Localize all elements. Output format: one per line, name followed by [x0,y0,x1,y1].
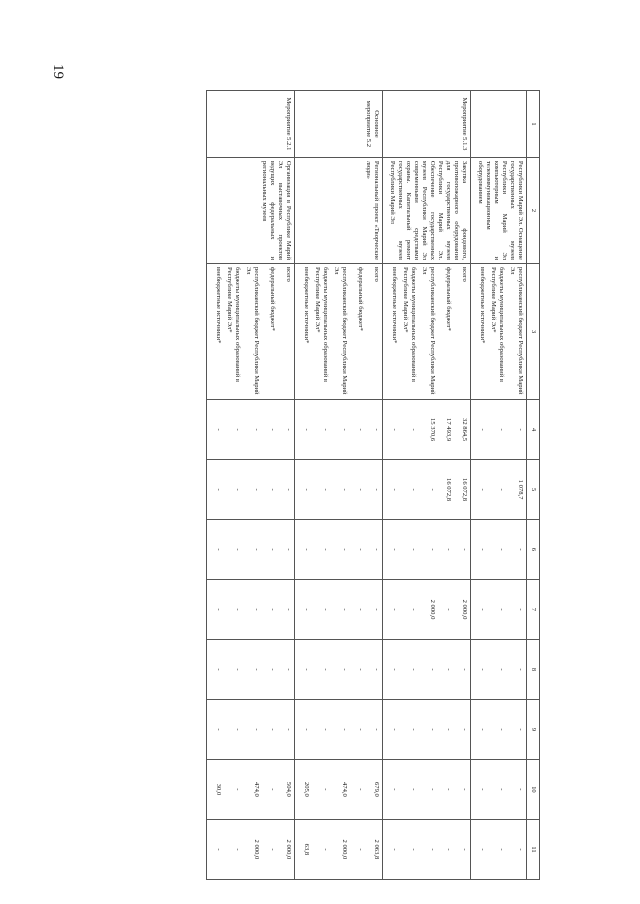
table-row [295,91,383,880]
funding-source: внебюджетные источники* [479,267,487,344]
amount-value: - [253,608,261,611]
amount-value: 2 000,0 [429,599,437,620]
amount-value: - [391,848,399,851]
funding-source: республиканский бюджет Республики Марий Эл [245,267,261,395]
column-number-row [527,91,540,880]
amount-value: - [479,428,487,431]
amount-value: - [357,668,365,671]
amount-value: 504,0 [285,781,293,797]
amount-value: 1 078,7 [517,479,525,500]
amount-cell [207,699,295,759]
amount-cell [471,819,527,879]
amount-cell [471,400,527,460]
amount-value: - [269,728,277,731]
funding-sources-cell [207,264,295,400]
funding-sources-cell [471,264,527,400]
amount-cell [295,699,383,759]
amount-cell [471,759,527,819]
amount-cell [383,699,471,759]
funding-source: всего [285,267,293,282]
amount-value: - [391,428,399,431]
amount-value: - [285,608,293,611]
amount-value: 2 000,0 [253,839,261,860]
amount-value: - [410,488,418,491]
column-number: 10 [527,759,540,819]
amount-value: - [479,788,487,791]
amount-value: - [215,608,223,611]
amount-cell [383,520,471,580]
funding-source: федеральный бюджет* [357,267,365,331]
amount-value: 63,8 [303,843,311,856]
amount-value: - [461,848,469,851]
amount-value: - [269,428,277,431]
amount-value: - [410,848,418,851]
amount-value: - [429,848,437,851]
amount-value: - [234,548,242,551]
amount-value: - [253,428,261,431]
amount-value: - [373,428,381,431]
amount-cell [207,400,295,460]
amount-cell [383,460,471,520]
amount-value: - [373,728,381,731]
amount-value: - [498,728,506,731]
amount-value: - [269,848,277,851]
amount-cell [471,580,527,640]
amount-value: 32 864,5 [461,418,469,442]
amount-cell [295,819,383,879]
amount-value: - [445,848,453,851]
amount-value: - [215,728,223,731]
column-number: 5 [527,460,540,520]
amount-cell [207,520,295,580]
amount-value: - [373,548,381,551]
column-number: 1 [527,91,540,158]
amount-value: - [429,488,437,491]
amount-value: - [322,668,330,671]
amount-value: - [253,668,261,671]
measure-code: Основное мероприятие 5.2 [295,91,383,158]
amount-value: - [322,548,330,551]
amount-cell [295,400,383,460]
column-number: 3 [527,264,540,400]
amount-value: - [373,488,381,491]
amount-value: - [357,788,365,791]
amount-value: - [303,428,311,431]
amount-value: - [341,428,349,431]
amount-value: 474,0 [253,781,261,797]
amount-value: - [498,608,506,611]
amount-value: - [410,668,418,671]
amount-value: 17 493,9 [445,418,453,442]
amount-value: - [234,428,242,431]
amount-value: - [479,488,487,491]
amount-value: 2 000,0 [341,839,349,860]
amount-value: - [322,728,330,731]
amount-value: - [303,608,311,611]
funding-source: республиканский бюджет Республики Марий Эл [509,267,525,395]
amount-value: 30,0 [215,783,223,796]
amount-value: - [498,788,506,791]
amount-value: - [429,728,437,731]
funding-source: бюджеты муниципальных образований в Республике Марий Эл* [490,267,506,382]
amount-value: - [445,668,453,671]
amount-value: 205,0 [303,781,311,797]
amount-value: - [215,848,223,851]
amount-value: - [322,428,330,431]
amount-cell [207,759,295,819]
amount-cell [383,580,471,640]
amount-value: - [517,428,525,431]
amount-cell [207,639,295,699]
column-number: 11 [527,819,540,879]
amount-value: - [234,788,242,791]
amount-value: - [445,608,453,611]
amount-value: - [269,788,277,791]
amount-cell [471,699,527,759]
amount-cell [383,819,471,879]
table-row [471,91,527,880]
amount-value: 679,0 [373,781,381,797]
amount-cell [471,639,527,699]
amount-cell [471,520,527,580]
amount-value: - [234,488,242,491]
amount-value: - [285,548,293,551]
amount-value: - [341,728,349,731]
amount-value: - [253,548,261,551]
funding-source: бюджеты муниципальных образований в Республике Марий Эл* [402,267,418,382]
column-number: 2 [527,157,540,263]
amount-cell [383,639,471,699]
amount-value: - [479,548,487,551]
amount-value: 2 000,0 [461,599,469,620]
amount-value: - [479,848,487,851]
funding-source: федеральный бюджет* [269,267,277,331]
measure-code: Мероприятие 5.2.1 [207,91,295,158]
amount-value: - [445,788,453,791]
amount-value: - [357,428,365,431]
amount-value: - [269,608,277,611]
amount-value: - [410,728,418,731]
table-row [207,91,295,880]
amount-value: - [357,728,365,731]
amount-value: - [269,668,277,671]
amount-value: - [357,548,365,551]
amount-value: - [234,608,242,611]
funding-source: республиканский бюджет Республики Марий Эл [333,267,349,395]
amount-value: - [517,608,525,611]
amount-value: - [341,668,349,671]
amount-value: - [357,608,365,611]
amount-value: - [303,488,311,491]
amount-value: - [341,608,349,611]
funding-source: внебюджетные источники* [303,267,311,344]
funding-source: всего [461,267,469,282]
amount-value: - [391,548,399,551]
amount-value: - [410,788,418,791]
amount-value: - [410,608,418,611]
amount-value: - [498,668,506,671]
amount-value: - [517,848,525,851]
amount-value: - [461,788,469,791]
amount-value: - [234,848,242,851]
amount-value: - [215,488,223,491]
amount-value: - [391,788,399,791]
amount-value: - [234,728,242,731]
amount-cell [295,520,383,580]
measure-name: Республики Марий Эл. Оснащение государственных музеев Республики Марий Эл компьютерным и телекоммуникационным оборудованием [471,157,527,263]
amount-value: - [234,668,242,671]
amount-cell [383,400,471,460]
measure-name: Организация в Республике Марий Эл выставочных проектов ведущих федеральных и региональных музеев [207,157,295,263]
amount-value: - [322,788,330,791]
amount-value: - [253,488,261,491]
column-number: 6 [527,520,540,580]
amount-value: - [479,728,487,731]
column-number: 8 [527,639,540,699]
table-row [383,91,471,880]
measure-code: Мероприятие 5.1.3 [383,91,471,158]
amount-cell [207,819,295,879]
funding-source: внебюджетные источники* [215,267,223,344]
amount-value: - [215,668,223,671]
amount-value: - [410,428,418,431]
amount-cell [207,580,295,640]
amount-value: - [461,548,469,551]
funding-source: всего [373,267,381,282]
amount-value: - [373,608,381,611]
amount-value: - [445,728,453,731]
amount-value: - [517,788,525,791]
amount-value: - [303,728,311,731]
amount-value: 15 370,6 [429,418,437,442]
funding-sources-cell [295,264,383,400]
measure-code [471,91,527,158]
column-number: 9 [527,699,540,759]
amount-value: - [253,728,261,731]
amount-value: - [269,548,277,551]
amount-value: - [479,668,487,671]
amount-cell [295,460,383,520]
amount-value: 16 072,8 [445,478,453,502]
amount-value: - [391,668,399,671]
amount-value: - [322,488,330,491]
funding-source: бюджеты муниципальных образований в Республике Марий Эл* [226,267,242,382]
amount-value: - [445,548,453,551]
amount-value: - [429,668,437,671]
amount-value: - [341,488,349,491]
amount-value: - [461,728,469,731]
amount-value: - [215,428,223,431]
amount-value: 474,0 [341,781,349,797]
measure-name: Региональный проект «Творческие люди» [295,157,383,263]
amount-cell [207,460,295,520]
amount-cell [295,759,383,819]
amount-value: - [498,848,506,851]
funding-sources-cell [383,264,471,400]
amount-value: - [517,548,525,551]
amount-value: - [357,488,365,491]
amount-value: - [285,668,293,671]
amount-value: - [391,728,399,731]
amount-value: - [391,608,399,611]
amount-cell [383,759,471,819]
funding-source: внебюджетные источники* [391,267,399,344]
amount-value: - [517,668,525,671]
amount-value: 2 000,0 [285,839,293,860]
funding-source: республиканский бюджет Республики Марий Эл [421,267,437,395]
amount-value: - [410,548,418,551]
page-number: 19 [50,64,66,79]
funding-source: федеральный бюджет* [445,267,453,331]
column-number: 4 [527,400,540,460]
amount-value: - [285,428,293,431]
amount-value: - [303,548,311,551]
amount-cell [295,639,383,699]
column-number: 7 [527,580,540,640]
financing-table [206,90,540,880]
amount-value: - [373,668,381,671]
amount-value: - [498,428,506,431]
amount-value: - [391,488,399,491]
amount-value: - [498,488,506,491]
amount-value: - [429,788,437,791]
amount-value: - [285,488,293,491]
amount-value: - [285,728,293,731]
amount-value: - [479,608,487,611]
amount-cell [471,460,527,520]
amount-value: - [322,848,330,851]
amount-value: - [215,548,223,551]
amount-value: - [498,548,506,551]
rotated-table-container [100,90,540,880]
measure-name: Закупка фондового, противопожарного оборудования для государственных музеев Республики Марий Эл. Обеспечение государственных музеев Республики Марий Эл современными средствами охраны. Капитальный ремонт государственных музеев Республики Марий Эл [383,157,471,263]
amount-value: 2 063,8 [373,839,381,860]
amount-value: - [341,548,349,551]
amount-value: - [322,608,330,611]
amount-value: - [303,668,311,671]
amount-value: - [357,848,365,851]
amount-cell [295,580,383,640]
amount-value: - [461,668,469,671]
amount-value: - [269,488,277,491]
amount-value: 16 072,8 [461,478,469,502]
amount-value: - [429,548,437,551]
amount-value: - [517,728,525,731]
funding-source: бюджеты муниципальных образований в Республике Марий Эл* [314,267,330,382]
